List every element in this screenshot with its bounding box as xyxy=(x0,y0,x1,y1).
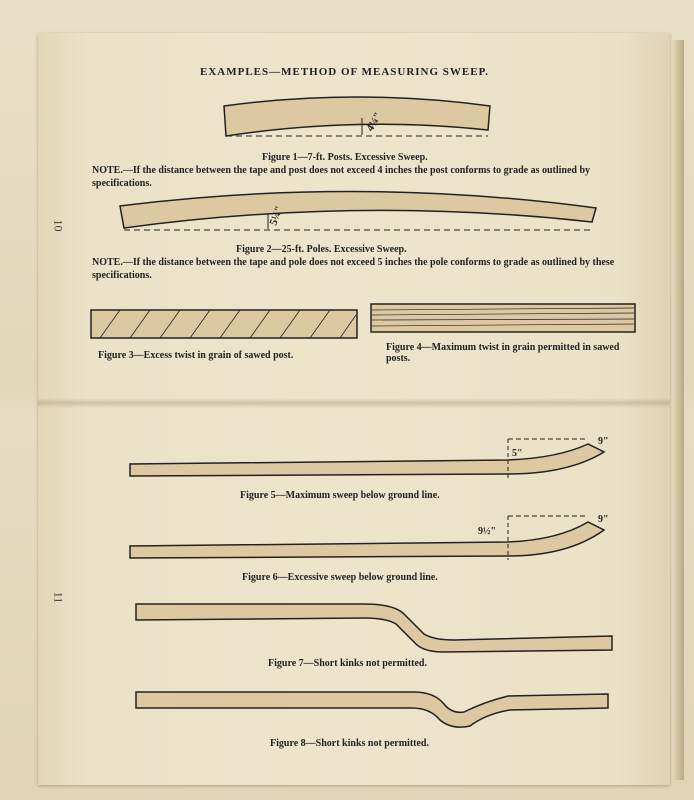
figure-5-measure-a: 5" xyxy=(512,448,523,459)
note-2: NOTE.—If the distance between the tape and pole does not exceed 5 inches the pole conforms to grade as outlined by these specifications. xyxy=(92,257,615,281)
figure-1-post-illustration xyxy=(222,96,492,146)
figure-1-measure: 4¼" xyxy=(364,110,385,134)
figure-8-pole-illustration xyxy=(134,682,610,740)
figure-2-measure: 5¼" xyxy=(267,204,286,228)
center-fold xyxy=(38,398,670,408)
figure-8-caption: Figure 8—Short kinks not permitted. xyxy=(270,738,429,749)
figure-6-pole-illustration xyxy=(128,510,628,566)
figure-7-caption: Figure 7—Short kinks not permitted. xyxy=(268,658,427,669)
figure-6-measure-b: 9" xyxy=(598,514,609,525)
figure-4-sawed-post-illustration xyxy=(370,302,636,334)
figure-6-caption: Figure 6—Excessive sweep below ground line. xyxy=(242,572,438,583)
figure-4-caption: Figure 4—Maximum twist in grain permitted in sawed posts. xyxy=(386,342,620,364)
page-heading: EXAMPLES—METHOD OF MEASURING SWEEP. xyxy=(200,66,490,78)
page-number-11: 11 xyxy=(51,591,66,604)
figure-3-caption: Figure 3—Excess twist in grain of sawed post. xyxy=(98,350,294,361)
figure-2-pole-illustration xyxy=(118,188,598,240)
figure-2-caption: Figure 2—25-ft. Poles. Excessive Sweep. xyxy=(236,244,407,255)
note-1: NOTE.—If the distance between the tape and post does not exceed 4 inches the post conforms to grade as outlined by specifications. xyxy=(92,165,591,189)
figure-6-measure-a: 9½" xyxy=(478,526,497,537)
figure-7-pole-illustration xyxy=(134,596,614,654)
figure-5-measure-b: 9" xyxy=(598,436,609,447)
figure-3-sawed-post-illustration xyxy=(90,306,358,342)
page-number-10: 10 xyxy=(51,219,66,232)
figure-5-pole-illustration xyxy=(128,434,628,486)
figure-5-caption: Figure 5—Maximum sweep below ground line. xyxy=(240,490,440,501)
figure-1-caption: Figure 1—7-ft. Posts. Excessive Sweep. xyxy=(262,152,428,163)
page-edge xyxy=(672,40,684,780)
